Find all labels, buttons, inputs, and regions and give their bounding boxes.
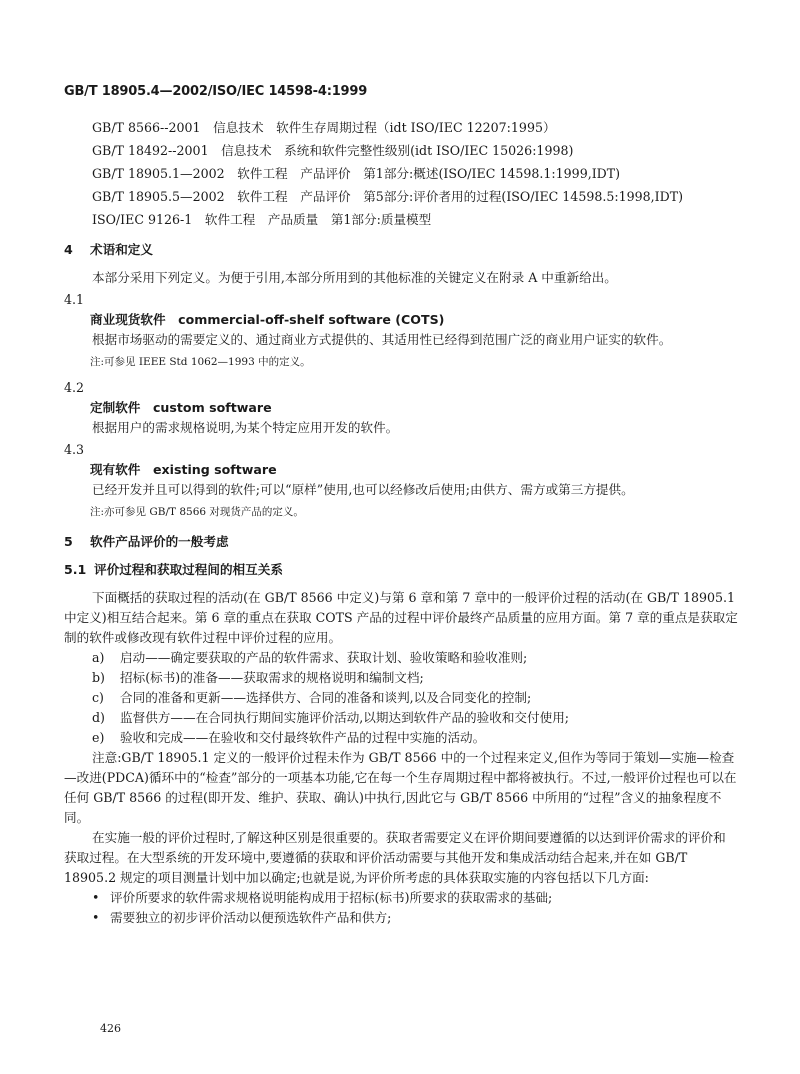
bullet-icon: • [92,890,100,905]
reference-item: GB/T 18905.5—2002 软件工程 产品评价 第5部分:评价者用的过程(ISO/IEC 14598.5:1998,IDT) [92,189,684,204]
list-label: a) [92,650,105,665]
list-label: b) [92,670,105,685]
list-label: d) [92,710,105,725]
term-existing-software: 现有软件 existing software [90,462,277,477]
list-label: c) [92,690,104,705]
list-text: 启动——确定要获取的产品的软件需求、获取计划、验收策略和验收准则; [120,650,528,665]
clause-4-3-number: 4.3 [64,442,85,457]
subsection-title: 评价过程和获取过程间的相互关系 [94,562,283,577]
normative-references [64,118,738,230]
list-item [92,688,738,708]
bullet-list [92,888,738,928]
clause-4-2-number: 4.2 [64,380,85,395]
note-cots: 注:可参见 IEEE Std 1062—1993 中的定义。 [90,356,311,368]
list-text: 验收和完成——在验收和交付最终软件产品的过程中实施的活动。 [120,730,486,745]
document-body [64,118,738,928]
bullet-item [92,888,738,908]
term-cots: 商业现货软件 commercial-off-shelf software (COTS) [90,312,445,327]
standard-header: GB/T 18905.4—2002/ISO/IEC 14598-4:1999 [64,84,368,99]
note-existing-software: 注:亦可参见 GB/T 8566 对现货产品的定义。 [90,506,304,518]
section-5-1-heading [64,560,738,580]
definition-custom-software: 根据用户的需求规格说明,为某个特定应用开发的软件。 [92,420,399,435]
section-title: 术语和定义 [90,242,153,257]
reference-item: GB/T 18492--2001 信息技术 系统和软件完整性级别(idt ISO/IEC 15026:1998) [92,143,574,158]
reference-item: ISO/IEC 9126-1 软件工程 产品质量 第1部分:质量模型 [92,212,432,227]
activity-list [92,648,738,748]
list-item [92,728,738,748]
section-number: 4 [64,242,73,257]
page-number: 426 [100,1022,121,1035]
list-item [92,648,738,668]
section-4-intro: 本部分采用下列定义。为便于引用,本部分所用到的其他标准的关键定义在附录 A 中重新给出。 [92,270,617,285]
list-item [92,668,738,688]
section-title: 软件产品评价的一般考虑 [90,534,229,549]
reference-item: GB/T 18905.1—2002 软件工程 产品评价 第1部分:概述(ISO/IEC 14598.1:1999,IDT) [92,166,621,181]
list-text: 招标(标书)的准备——获取需求的规格说明和编制文档; [120,670,424,685]
bullet-icon: • [92,910,100,925]
list-item [92,708,738,728]
definition-cots: 根据市场驱动的需要定义的、通过商业方式提供的、其适用性已经得到范围广泛的商业用户证实的软件。 [92,332,672,347]
bullet-text: 评价所要求的软件需求规格说明能构成用于招标(标书)所要求的获取需求的基础; [110,890,553,905]
paragraph: 注意:GB/T 18905.1 定义的一般评价过程未作为 GB/T 8566 中的一个过程来定义,但作为等同于策划—实施—检查—改进(PDCA)循环中的“检查”部分的一项基本功能,它在每一个生存周期过程中都将被执行。不过,一般评价过程也可以在任何 GB/T 8566 的过程(即开发、维护、获取、确认)中执行,因此它与 GB/T 8566 中所用的“过程”含义的抽象程度不同。 [64,750,737,825]
list-text: 合同的准备和更新——选择供方、合同的准备和谈判,以及合同变化的控制; [120,690,532,705]
clause-4-1-number: 4.1 [64,292,85,307]
reference-item: GB/T 8566--2001 信息技术 软件生存周期过程（idt ISO/IEC 12207:1995） [92,120,556,135]
list-label: e) [92,730,105,745]
bullet-text: 需要独立的初步评价活动以便预选软件产品和供方; [110,910,392,925]
definition-existing-software: 已经开发并且可以得到的软件;可以“原样”使用,也可以经修改后使用;由供方、需方或第三方提供。 [92,482,634,497]
list-text: 监督供方——在合同执行期间实施评价活动,以期达到软件产品的验收和交付使用; [120,710,570,725]
section-5-heading [64,532,738,552]
term-custom-software: 定制软件 custom software [90,400,272,415]
section-4-heading [64,240,738,260]
paragraph: 在实施一般的评价过程时,了解这种区别是很重要的。获取者需要定义在评价期间要遵循的以达到评价需求的评价和获取过程。在大型系统的开发环境中,要遵循的获取和评价活动需要与其他开发和集成活动结合起来,并在如 GB/T 18905.2 规定的项目测量计划中加以确定;也就是说,为评价所考虑的具体获取实施的内容包括以下几方面: [64,830,726,885]
section-number: 5 [64,534,73,549]
subsection-number: 5.1 [64,562,87,577]
bullet-item [92,908,738,928]
paragraph: 下面概括的获取过程的活动(在 GB/T 8566 中定义)与第 6 章和第 7 章中的一般评价过程的活动(在 GB/T 18905.1 中定义)相互结合起来。第 6 章的重点在获取 COTS 产品的过程中评价最终产品质量的应用方面。第 7 章的重点是获取定制的软件或修改现有软件过程中评价过程的应用。 [64,590,738,645]
